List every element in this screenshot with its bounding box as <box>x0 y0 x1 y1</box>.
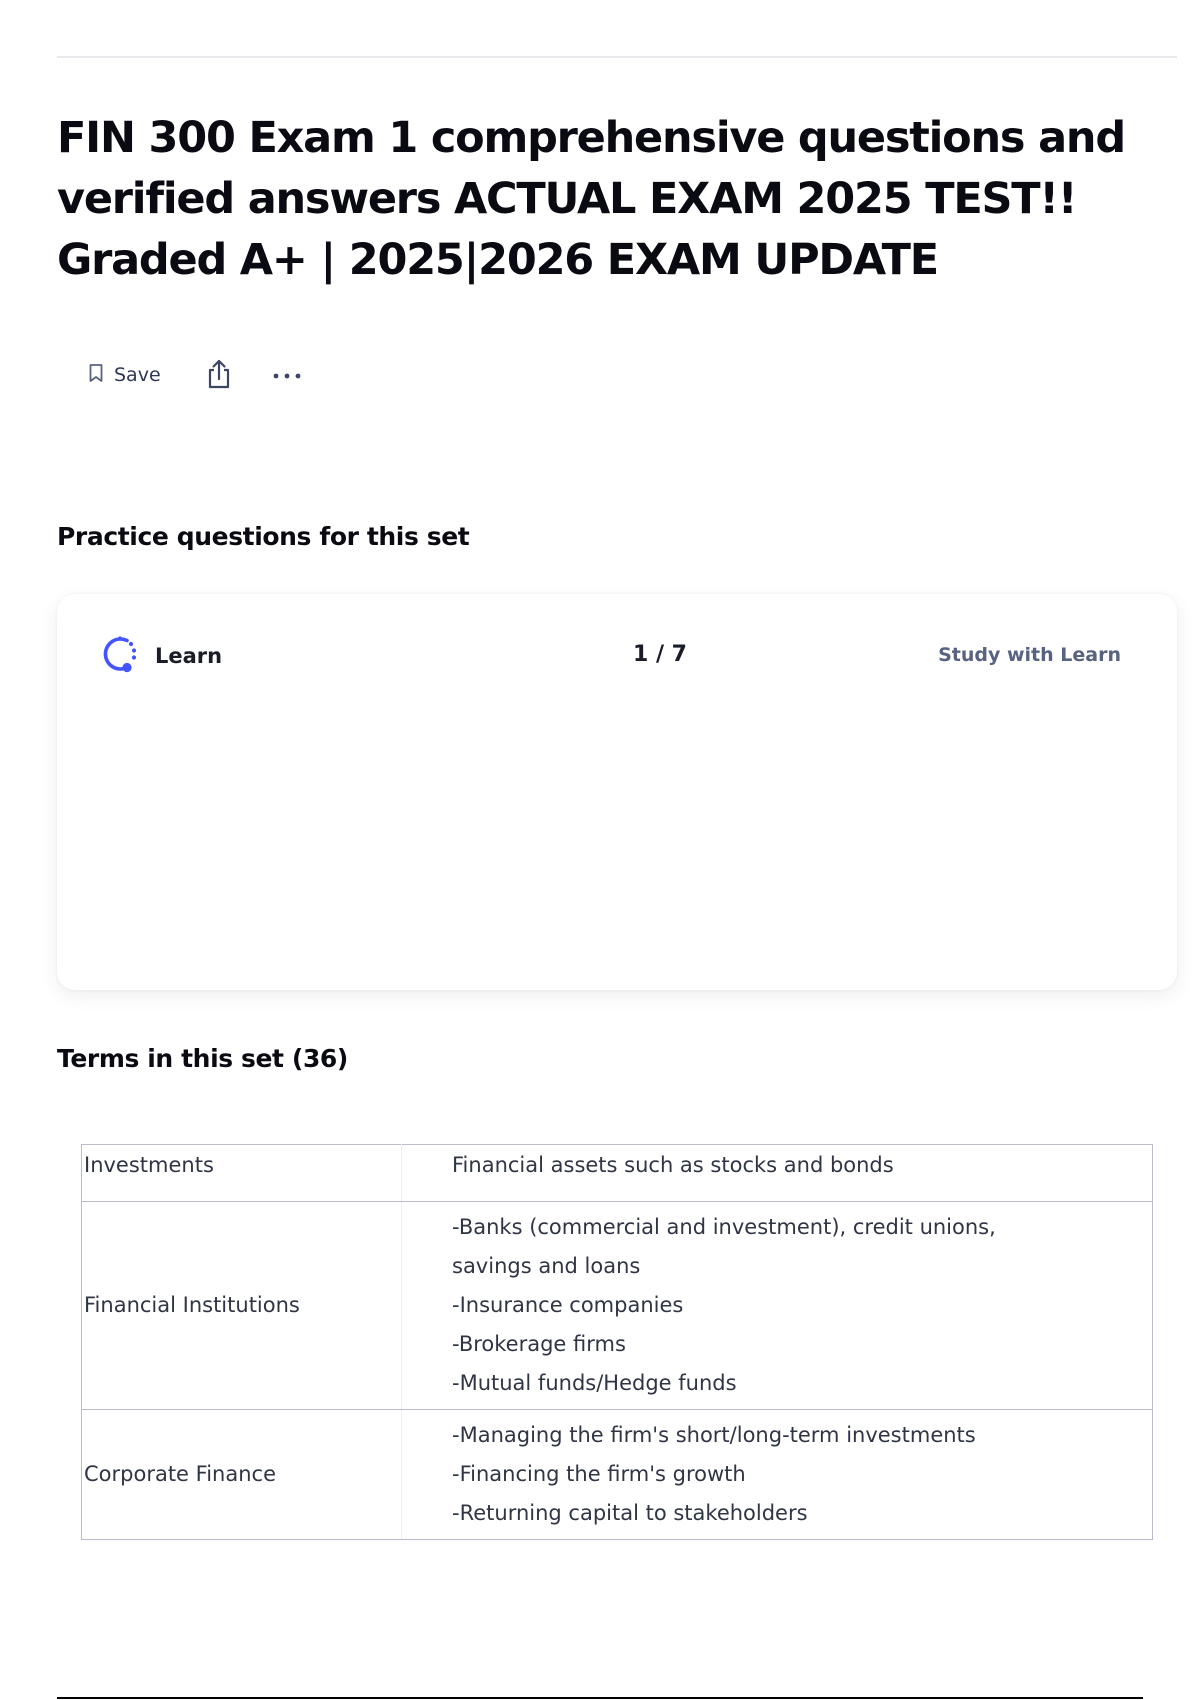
definition-cell <box>402 1410 1153 1540</box>
term-cell: Corporate Finance <box>82 1410 402 1540</box>
term-row <box>82 1145 1153 1202</box>
question-progress: 1 / 7 <box>633 642 687 667</box>
share-icon <box>205 358 233 393</box>
terms-section-heading: Terms in this set (36) <box>57 1044 348 1073</box>
definition-line: -Banks (commercial and investment), credit unions, <box>452 1215 996 1239</box>
definition-line: -Mutual funds/Hedge funds <box>452 1371 737 1395</box>
learn-mode-icon <box>97 632 141 680</box>
more-icon <box>272 368 302 383</box>
save-button-label: Save <box>114 364 161 386</box>
learn-brand <box>97 632 222 680</box>
definition-cell <box>402 1145 1153 1202</box>
term-cell: Financial Institutions <box>82 1202 402 1410</box>
bookmark-icon <box>88 363 104 388</box>
save-button[interactable] <box>76 355 173 395</box>
terms-table-container <box>81 1144 1153 1542</box>
more-options-button[interactable] <box>265 355 309 395</box>
definition-line: -Managing the firm's short/long-term investments <box>452 1423 976 1447</box>
definition-line: -Brokerage firms <box>452 1332 626 1356</box>
terms-table <box>81 1144 1153 1540</box>
study-with-learn-link[interactable]: Study with Learn <box>938 644 1121 666</box>
learn-practice-card <box>57 594 1177 990</box>
top-divider <box>57 56 1177 58</box>
definition-line: -Insurance companies <box>452 1293 684 1317</box>
term-row <box>82 1410 1153 1540</box>
set-actions-toolbar <box>76 355 309 395</box>
bottom-divider <box>57 1697 1143 1699</box>
term-cell: Investments <box>82 1145 402 1202</box>
definition-line: -Returning capital to stakeholders <box>452 1501 808 1525</box>
term-row <box>82 1202 1153 1410</box>
definition-line: savings and loans <box>452 1254 641 1278</box>
definition-line: -Financing the firm's growth <box>452 1462 746 1486</box>
practice-section-heading: Practice questions for this set <box>57 522 470 551</box>
page-title: FIN 300 Exam 1 comprehensive questions and verified answers ACTUAL EXAM 2025 TEST!! Graded A+ | 2025|2026 EXAM UPDATE <box>57 113 1125 285</box>
definition-cell <box>402 1202 1153 1410</box>
definition-line: Financial assets such as stocks and bonds <box>452 1153 894 1177</box>
learn-card-header <box>97 634 1121 678</box>
share-button[interactable] <box>197 355 241 395</box>
learn-mode-label: Learn <box>155 644 223 668</box>
